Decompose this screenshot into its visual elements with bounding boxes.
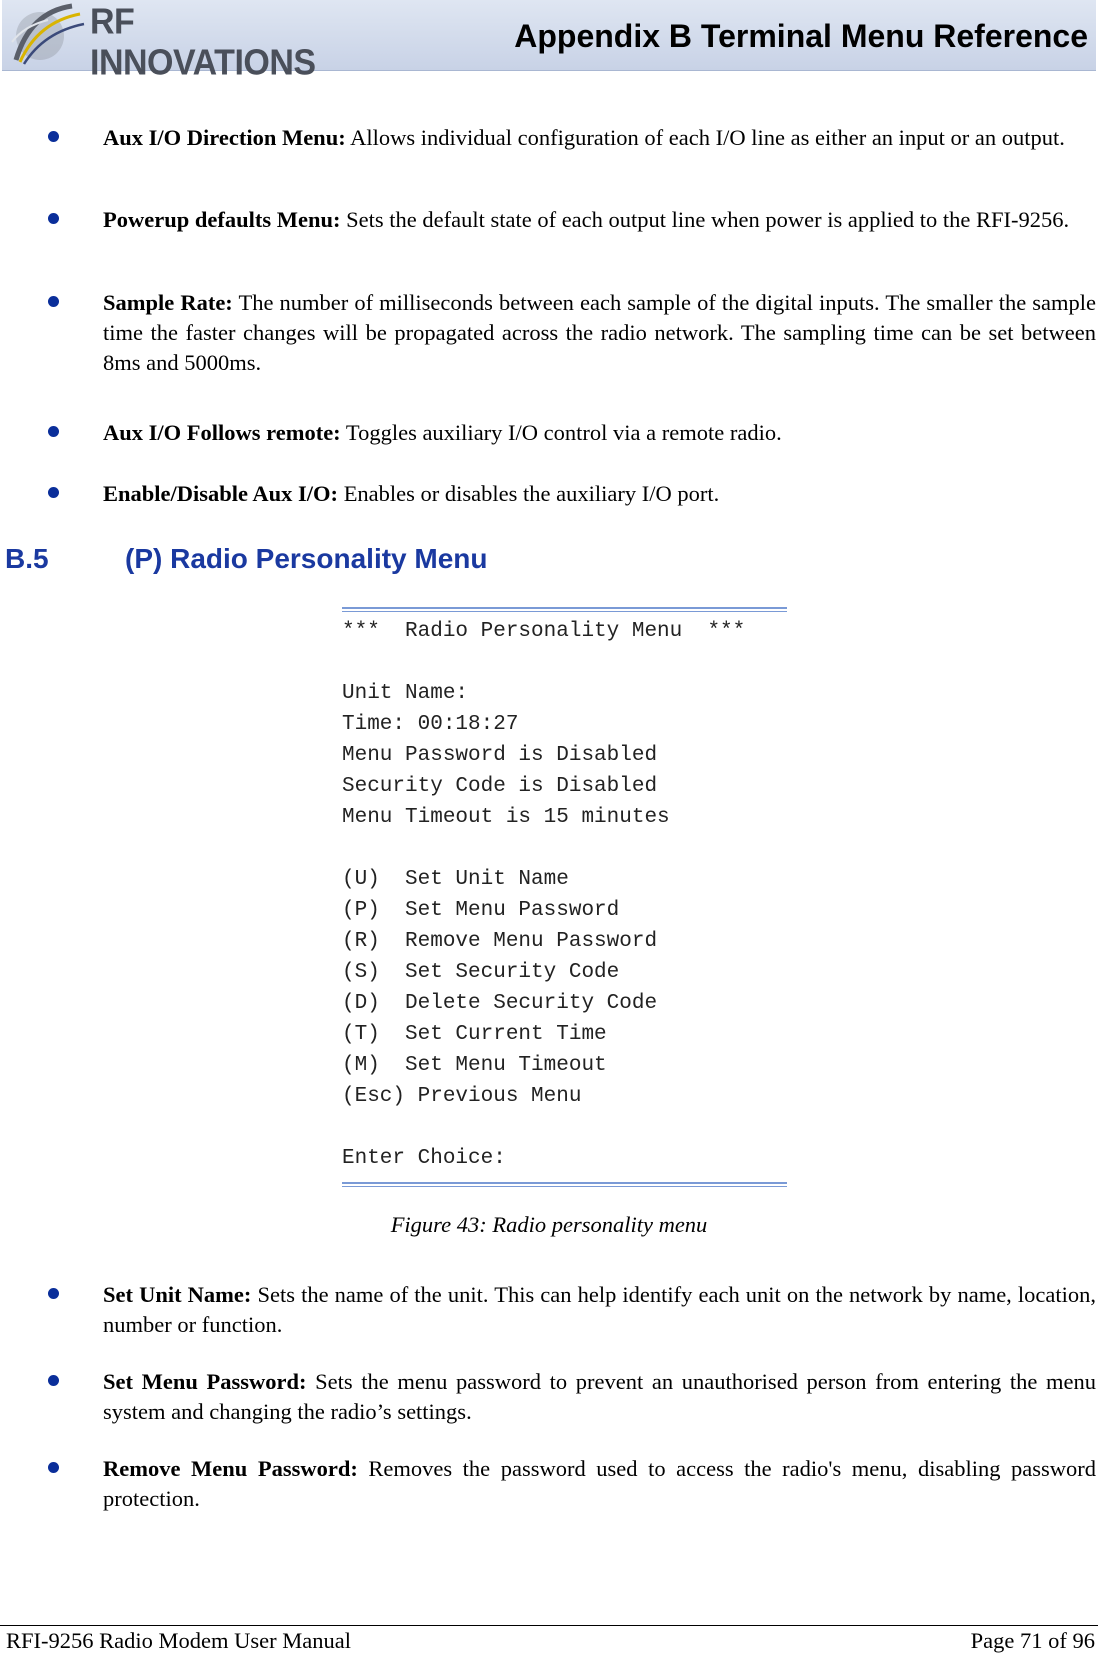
bullet-term: Set Unit Name: bbox=[103, 1282, 252, 1307]
bullet-term: Set Menu Password: bbox=[103, 1369, 307, 1394]
bullet-text: The number of milliseconds between each sample of the digital inputs. The smaller the sample time the faster changes will be propagated across the radio network. The sampling time can be set between 8ms and 5000ms. bbox=[103, 290, 1096, 375]
bullet-item bbox=[103, 418, 1096, 448]
bullet-item bbox=[103, 288, 1096, 378]
terminal-bottom-rule bbox=[342, 1182, 787, 1187]
footer-manual-title: RFI-9256 Radio Modem User Manual bbox=[6, 1628, 351, 1653]
terminal-line: (P) Set Menu Password bbox=[342, 899, 620, 922]
terminal-menu-figure bbox=[342, 607, 787, 1187]
terminal-line: Enter Choice: bbox=[342, 1147, 506, 1170]
logo-swoosh-icon bbox=[10, 2, 90, 66]
bullet-term: Enable/Disable Aux I/O: bbox=[103, 481, 339, 506]
bullet-item bbox=[103, 479, 1096, 509]
figure-caption: Figure 43: Radio personality menu bbox=[390, 1212, 708, 1237]
bullet-item bbox=[103, 1367, 1096, 1427]
bullet-text: Enables or disables the auxiliary I/O port. bbox=[338, 481, 720, 506]
terminal-line: (U) Set Unit Name bbox=[342, 868, 569, 891]
terminal-line: *** Radio Personality Menu *** bbox=[342, 620, 746, 643]
bullet-text: Sets the name of the unit. This can help identify each unit on the network by name, location, number or function. bbox=[103, 1282, 1096, 1337]
terminal-line: (S) Set Security Code bbox=[342, 961, 620, 984]
footer-rule bbox=[0, 1625, 1098, 1626]
section-title: (P) Radio Personality Menu bbox=[125, 543, 488, 574]
bullet-text: Removes the password used to access the radio's menu, disabling password protection. bbox=[103, 1456, 1096, 1511]
section-heading bbox=[5, 543, 488, 575]
terminal-line: (R) Remove Menu Password bbox=[342, 930, 658, 953]
footer-page-number: Page 71 of 96 bbox=[970, 1628, 1095, 1653]
bullet-text: Sets the default state of each output line when power is applied to the RFI-9256. bbox=[340, 207, 1070, 232]
bullet-text: Toggles auxiliary I/O control via a remote radio. bbox=[340, 420, 782, 445]
page-header-title: Appendix B Terminal Menu Reference bbox=[514, 18, 1088, 54]
logo-wordmark: RF INNOVATIONS bbox=[90, 2, 316, 83]
bullet-term: Aux I/O Follows remote: bbox=[103, 420, 341, 445]
bullet-item bbox=[103, 123, 1096, 153]
terminal-line: (T) Set Current Time bbox=[342, 1023, 607, 1046]
terminal-line: Security Code is Disabled bbox=[342, 775, 658, 798]
terminal-line: (Esc) Previous Menu bbox=[342, 1085, 582, 1108]
bullet-term: Sample Rate: bbox=[103, 290, 233, 315]
bullet-term: Aux I/O Direction Menu: bbox=[103, 125, 346, 150]
bullet-item bbox=[103, 1454, 1096, 1514]
page-header bbox=[2, 0, 1096, 83]
terminal-line: Time: 00:18:27 bbox=[342, 713, 519, 736]
terminal-top-rule bbox=[342, 607, 787, 612]
terminal-line: Menu Timeout is 15 minutes bbox=[342, 806, 670, 829]
section-number: B.5 bbox=[5, 543, 49, 574]
bullet-term: Powerup defaults Menu: bbox=[103, 207, 341, 232]
bullet-text: Sets the menu password to prevent an unauthorised person from entering the menu system and changing the radio’s settings. bbox=[103, 1369, 1096, 1424]
terminal-line: (D) Delete Security Code bbox=[342, 992, 658, 1015]
bullet-item bbox=[103, 205, 1096, 235]
terminal-line: Unit Name: bbox=[342, 682, 469, 705]
bullet-item bbox=[103, 1280, 1096, 1340]
bullet-text: Allows individual configuration of each I/O line as either an input or an output. bbox=[345, 125, 1065, 150]
rf-innovations-logo-icon bbox=[10, 2, 360, 83]
terminal-line: Menu Password is Disabled bbox=[342, 744, 658, 767]
terminal-line: (M) Set Menu Timeout bbox=[342, 1054, 607, 1077]
bullet-term: Remove Menu Password: bbox=[103, 1456, 358, 1481]
